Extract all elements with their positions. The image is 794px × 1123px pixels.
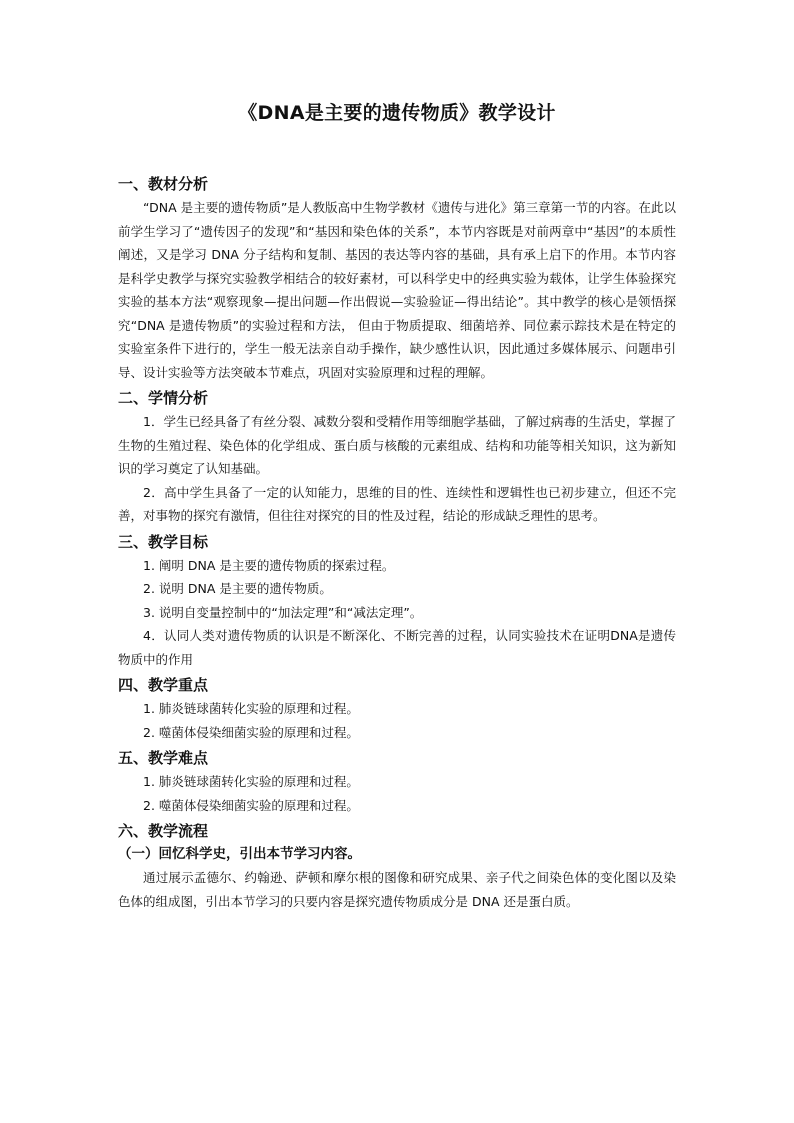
- paragraph: 通过展示孟德尔、约翰逊、萨顿和摩尔根的图像和研究成果、亲子代之间染色体的变化图以及染色体的组成图，引出本节学习的只要内容是探究遗传物质成分是 DNA 还是蛋白质。: [118, 870, 676, 909]
- paragraph: 2．高中学生具备了一定的认知能力，思维的目的性、连续性和逻辑性也已初步建立，但还不完善，对事物的探究有激情，但往往对探究的目的性及过程，结论的形成缺乏理性的思考。: [118, 484, 676, 523]
- section-heading: 三、教学目标: [118, 532, 209, 551]
- document-title: 《DNA是主要的遗传物质》教学设计: [238, 102, 556, 124]
- list-item: 2. 说明 DNA 是主要的遗传物质。: [143, 581, 332, 596]
- list-item: 4．认同人类对遗传物质的认识是不断深化、不断完善的过程，认同实验技术在证明DNA是遗传物质中的作用: [118, 628, 676, 667]
- list-item: 1. 肺炎链球菌转化实验的原理和过程。: [143, 701, 359, 716]
- list-item: 1. 阐明 DNA 是主要的遗传物质的探索过程。: [143, 557, 395, 573]
- paragraph: “DNA 是主要的遗传物质”是人教版高中生物学教材《遗传与进化》第三章第一节的内容。在此以前学生学习了“遗传因子的发现”和“基因和染色体的关系”，本节内容既是对前两章中“基因”的本质性阐述，又是学习 DNA 分子结构和复制、基因的表达等内容的基础，具有承上启下的作用。本节内容是科学史教学与探究实验教学相结合的较好素材，可以科学史中的经典实验为载体，让学生体验探究实验的基本方法“观察现象—提出问题—作出假说—实验验证—得出结论”。其中教学的核心是领悟探究“DNA 是遗传物质”的实验过程和方法， 但由于物质提取、细菌培养、同位素示踪技术是在特定的实验室条件下进行的，学生一般无法亲自动手操作，缺少感性认识，因此通过多媒体展示、问题串引导、设计实验等方法突破本节难点，巩固对实验原理和过程的理解。: [118, 200, 676, 380]
- section-difficult-points: [118, 746, 676, 817]
- section-teaching-goals: [118, 530, 676, 672]
- list-item: 3. 说明自变量控制中的“加法定理”和“减法定理”。: [143, 604, 423, 620]
- section-heading: 四、教学重点: [118, 676, 209, 694]
- list-item: 1. 肺炎链球菌转化实验的原理和过程。: [143, 774, 359, 789]
- section-heading: 五、教学难点: [118, 749, 209, 767]
- paragraph: 1．学生已经具备了有丝分裂、减数分裂和受精作用等细胞学基础，了解过病毒的生活史，掌握了生物的生殖过程、染色体的化学组成、蛋白质与核酸的元素组成、结构和功能等相关知识，这为新知识的学习奠定了认知基础。: [118, 414, 676, 476]
- section-student-analysis: [118, 386, 676, 528]
- section-key-points: [118, 673, 676, 744]
- section-heading: 六、教学流程: [118, 822, 209, 840]
- section-material-analysis: [118, 172, 676, 384]
- subsection-heading: （一）回忆科学史，引出本节学习内容。: [118, 846, 361, 862]
- section-teaching-process: [118, 819, 676, 913]
- list-item: 2. 噬菌体侵染细菌实验的原理和过程。: [143, 797, 359, 813]
- section-heading: 一、教材分析: [118, 175, 209, 193]
- section-heading: 二、学情分析: [118, 389, 209, 407]
- list-item: 2. 噬菌体侵染细菌实验的原理和过程。: [143, 724, 359, 740]
